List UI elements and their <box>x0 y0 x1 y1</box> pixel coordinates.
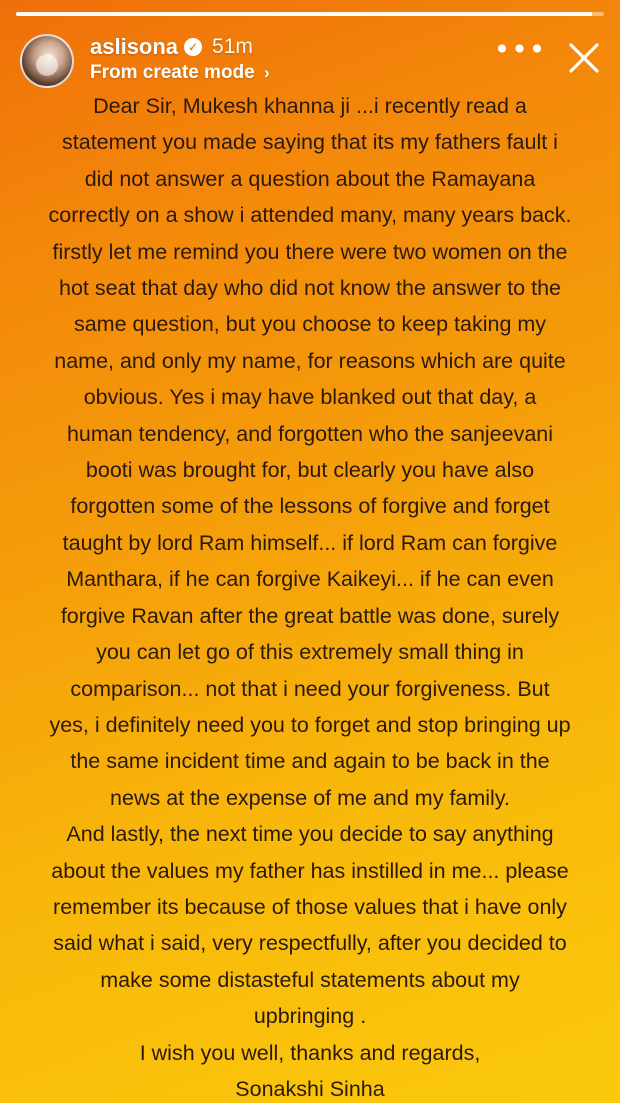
user-line <box>90 34 253 60</box>
create-mode-label: From create mode <box>90 62 255 83</box>
verified-badge-icon: ✓ <box>184 38 202 56</box>
close-icon <box>564 38 604 78</box>
close-button[interactable] <box>564 38 604 78</box>
message-paragraph-2: And lastly, the next time you decide to say anything about the values my father has instilled in me... please remember its because of those values that i have only said what i said, very respectfully, after you decided to make some distasteful statements about my upbringing . <box>51 822 569 1029</box>
username[interactable]: aslisona <box>90 34 179 59</box>
story-text <box>48 88 572 1103</box>
story-progress-fill <box>16 12 592 16</box>
avatar[interactable] <box>20 34 74 88</box>
message-paragraph-1: Dear Sir, Mukesh khanna ji ...i recently read a statement you made saying that its my fathers fault i did not answer a question about the Ramayana correctly on a show i attended many, many years back. firstly let me remind you there were two women on the hot seat that day who did not know the answer to the same question, but you choose to keep taking my name, and only my name, for reasons which are quite obvious. Yes i may have blanked out that day, a human tendency, and forgotten who the sanjeevani booti was brought for, but clearly you have also forgotten some of the lessons of forgive and forget taught by lord Ram himself... if lord Ram can forgive Manthara, if he can forgive Kaikeyi... if he can even forgive Ravan after the great battle was done, surely you can let go of this extremely small thing in comparison... not that i need your forgiveness. But yes, i definitely need you to forget and stop bringing up the same incident time and again to be back in the news at the expense of me and my family. <box>48 94 572 810</box>
more-horizontal-icon: ••• <box>493 33 547 66</box>
story-progress-bar <box>16 12 604 16</box>
create-mode-link[interactable] <box>90 62 270 84</box>
more-options-button[interactable] <box>493 33 547 74</box>
chevron-right-icon: › <box>264 63 270 82</box>
story-timestamp: 51m <box>212 35 253 58</box>
message-closing: I wish you well, thanks and regards, <box>139 1040 481 1065</box>
story-header <box>16 28 604 86</box>
message-signature: Sonakshi Sinha <box>235 1076 385 1101</box>
